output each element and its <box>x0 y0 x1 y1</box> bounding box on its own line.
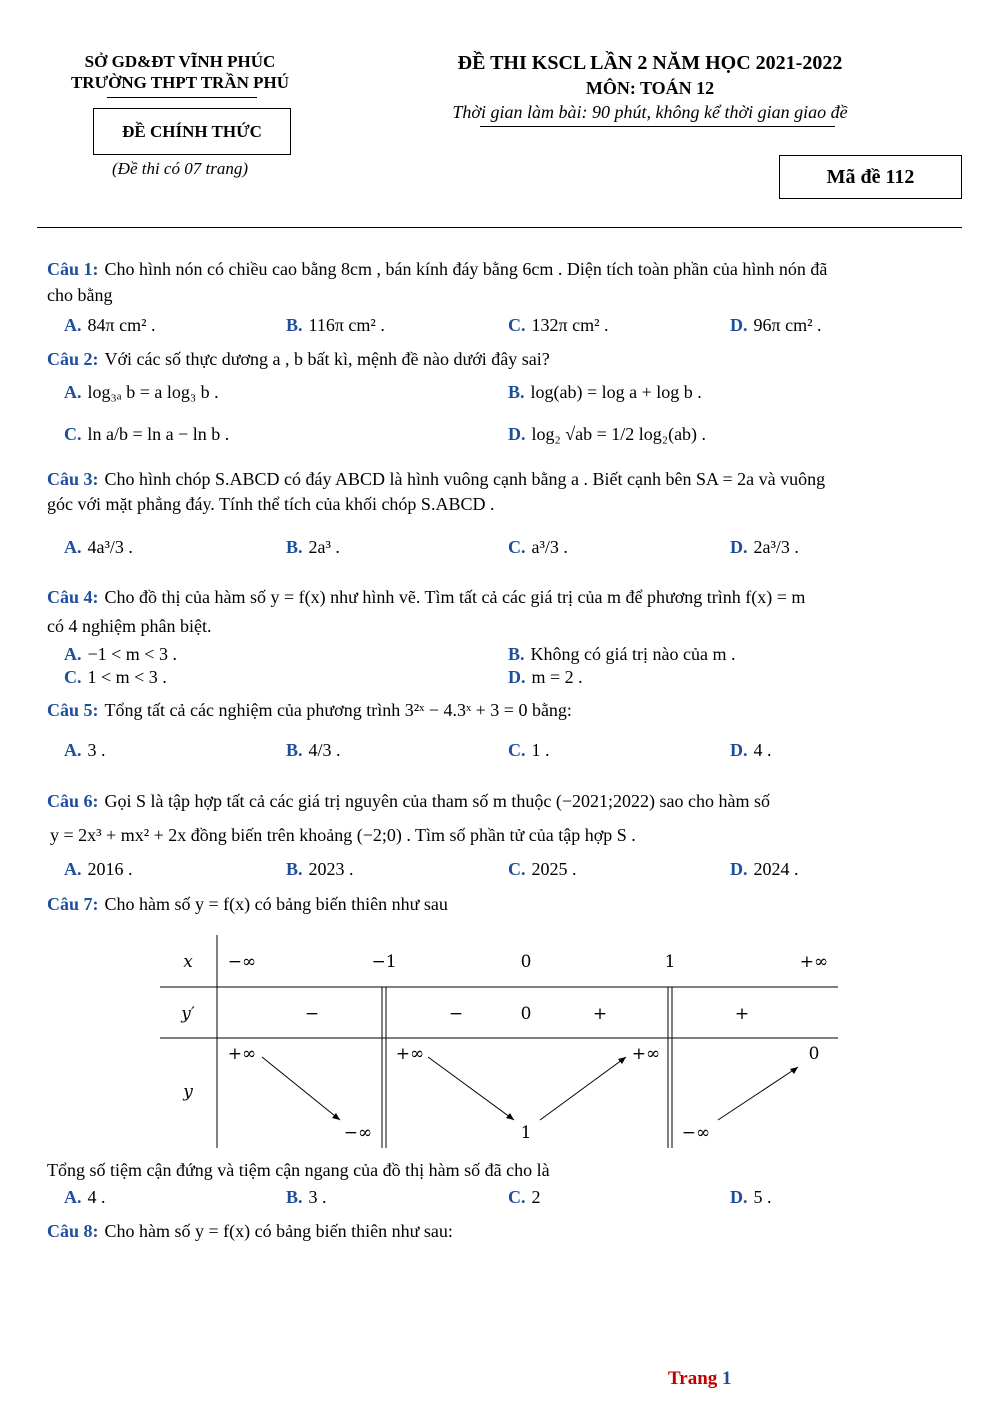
question-6 <box>47 789 957 813</box>
table-yp-val-1: − <box>304 1004 320 1024</box>
table-y-val-2: −∞ <box>343 1123 373 1143</box>
question-7-text: Cho hàm số y = f(x) có bảng biến thiên như sau <box>104 894 448 914</box>
school-name: TRƯỜNG THPT TRẦN PHÚ <box>70 73 290 92</box>
question-8 <box>47 1219 957 1243</box>
exam-title: ĐỀ THI KSCL LẦN 2 NĂM HỌC 2021-2022 <box>457 52 843 74</box>
table-arrowhead-3 <box>618 1057 626 1064</box>
table-yp-val-2: − <box>448 1004 464 1024</box>
table-yp-val-3: 0 <box>520 1004 532 1024</box>
q6-option-d: D. 2024 . <box>730 859 799 879</box>
time-note: Thời gian làm bài: 90 phút, không kể thời gian giao đề <box>452 102 848 122</box>
footer-page-word: Trang <box>668 1368 718 1389</box>
q7-option-b: B. 3 . <box>286 1187 327 1207</box>
q3-option-c: C. a³/3 . <box>508 537 568 557</box>
question-2 <box>47 347 957 371</box>
table-arrow-2 <box>428 1057 514 1120</box>
q6-option-a: A. 2016 . <box>64 859 133 879</box>
header-separator <box>37 227 962 228</box>
q7-option-d: D. 5 . <box>730 1187 772 1207</box>
table-arrow-4 <box>718 1067 798 1120</box>
table-x-val-4: 1 <box>664 952 676 972</box>
question-1-text-cont: cho bằng <box>47 285 113 305</box>
q4-option-c: C. 1 < m < 3 . <box>64 667 167 687</box>
question-2-label: Câu 2: <box>47 349 99 369</box>
question-3-text-cont: góc với mặt phẳng đáy. Tính thể tích của khối chóp S.ABCD . <box>47 494 495 514</box>
question-1-text: Cho hình nón có chiều cao bằng 8cm , bán kính đáy bằng 6cm . Diện tích toàn phần của hình nón đã <box>104 259 828 279</box>
table-y-val-6: −∞ <box>681 1123 711 1143</box>
q3-option-a: A. 4a³/3 . <box>64 537 133 557</box>
q4-option-d: D. m = 2 . <box>508 667 583 687</box>
q1-option-d: D. 96π cm² . <box>730 315 822 335</box>
page-footer <box>668 1368 732 1390</box>
pages-note: (Đề thi có 07 trang) <box>112 159 248 178</box>
question-4 <box>47 585 957 609</box>
question-8-text: Cho hàm số y = f(x) có bảng biến thiên như sau: <box>104 1221 453 1241</box>
question-5-text: Tổng tất cả các nghiệm của phương trình 3²ˣ − 4.3ˣ + 3 = 0 bằng: <box>104 700 572 720</box>
question-3-text: Cho hình chóp S.ABCD có đáy ABCD là hình vuông cạnh bằng a . Biết cạnh bên SA = 2a và vuông <box>104 469 826 489</box>
exam-subject: MÔN: TOÁN 12 <box>585 78 715 98</box>
table-y-val-5: +∞ <box>631 1044 661 1064</box>
question-2-text: Với các số thực dương a , b bất kì, mệnh đề nào dưới đây sai? <box>104 349 550 369</box>
question-4-label: Câu 4: <box>47 587 99 607</box>
question-7-after-text: Tổng số tiệm cận đứng và tiệm cận ngang của đồ thị hàm số đã cho là <box>47 1160 550 1180</box>
question-8-label: Câu 8: <box>47 1221 99 1241</box>
q2-option-d: D. log₂ √ab = 1/2 log₂(ab) . <box>508 424 707 444</box>
exam-code: Mã đề 112 <box>826 165 915 188</box>
question-4-text-cont: có 4 nghiệm phân biệt. <box>47 616 212 636</box>
q6-option-b: B. 2023 . <box>286 859 354 879</box>
q3-option-d: D. 2a³/3 . <box>730 537 799 557</box>
school-dept: SỞ GD&ĐT VĨNH PHÚC <box>84 52 276 71</box>
table-yp-val-5: + <box>734 1004 750 1024</box>
table-x-val-1: −∞ <box>227 952 257 972</box>
q2-option-a: A. log₃ₐ b = a log₃ b . <box>64 382 219 402</box>
table-x-label: x <box>183 952 193 972</box>
question-3 <box>47 467 957 491</box>
question-7 <box>47 892 957 916</box>
q5-option-a: A. 3 . <box>64 740 106 760</box>
q1-option-a: A. 84π cm² . <box>64 315 156 335</box>
table-y-label: y <box>183 1082 193 1102</box>
q7-option-a: A. 4 . <box>64 1187 106 1207</box>
table-x-val-3: 0 <box>520 952 532 972</box>
q2-option-c: C. ln a/b = ln a − ln b . <box>64 424 230 444</box>
question-1-label: Câu 1: <box>47 259 99 279</box>
exam-code-box <box>779 155 962 199</box>
question-1 <box>47 257 957 281</box>
table-y-val-3: +∞ <box>395 1044 425 1064</box>
header-divider-left <box>107 97 257 98</box>
q1-option-c: C. 132π cm² . <box>508 315 609 335</box>
footer-page-number: 1 <box>722 1368 732 1389</box>
q4-option-b: B. Không có giá trị nào của m . <box>508 644 736 664</box>
table-y-val-1: +∞ <box>227 1044 257 1064</box>
q2-option-b: B. log(ab) = log a + log b . <box>508 382 702 402</box>
q6-option-c: C. 2025 . <box>508 859 577 879</box>
official-label-box <box>93 108 291 155</box>
q5-option-c: C. 1 . <box>508 740 550 760</box>
q5-option-b: B. 4/3 . <box>286 740 341 760</box>
question-6-text-cont: y = 2x³ + mx² + 2x đồng biến trên khoảng (−2;0) . Tìm số phần tử của tập hợp S . <box>50 825 636 845</box>
q1-option-b: B. 116π cm² . <box>286 315 385 335</box>
question-5-label: Câu 5: <box>47 700 99 720</box>
q5-option-d: D. 4 . <box>730 740 772 760</box>
table-y-val-7: 0 <box>808 1044 820 1064</box>
question-7-label: Câu 7: <box>47 894 99 914</box>
official-label: ĐỀ CHÍNH THỨC <box>122 121 262 141</box>
question-6-text: Gọi S là tập hợp tất cả các giá trị nguyên của tham số m thuộc (−2021;2022) sao cho hàm số <box>104 791 771 811</box>
table-y-val-4: 1 <box>520 1123 532 1143</box>
header-divider-right <box>480 126 835 127</box>
question-6-label: Câu 6: <box>47 791 99 811</box>
question-5 <box>47 698 957 722</box>
table-arrow-3 <box>540 1057 626 1120</box>
table-arrowhead-4 <box>790 1067 798 1074</box>
table-yp-val-4: + <box>592 1004 608 1024</box>
question-4-text: Cho đồ thị của hàm số y = f(x) như hình vẽ. Tìm tất cả các giá trị của m để phương trình f(x) = m <box>104 587 806 607</box>
table-arrowhead-2 <box>506 1113 514 1120</box>
table-x-val-2: −1 <box>371 952 397 972</box>
q7-option-c: C. 2 <box>508 1187 541 1207</box>
table-yp-label: y′ <box>181 1004 195 1024</box>
question-3-label: Câu 3: <box>47 469 99 489</box>
table-arrow-1 <box>262 1057 340 1120</box>
table-x-val-5: +∞ <box>799 952 829 972</box>
variation-table <box>160 935 840 1150</box>
q3-option-b: B. 2a³ . <box>286 537 340 557</box>
q4-option-a: A. −1 < m < 3 . <box>64 644 177 664</box>
